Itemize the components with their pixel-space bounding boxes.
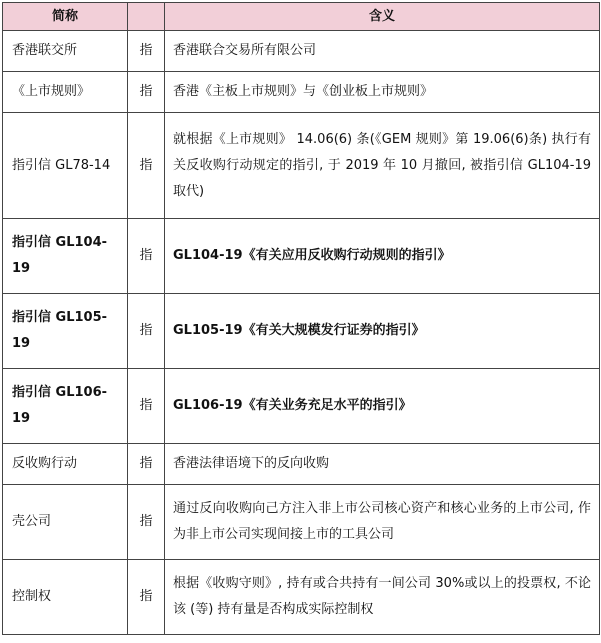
meaning-cell: 就根据《上市规则》 14.06(6) 条(《GEM 规则》第 19.06(6)条) 执行有关反收购行动规定的指引, 于 2019 年 10 月撤回, 被指引信 GL104-19 取代) — [165, 113, 600, 219]
header-meaning: 含义 — [165, 3, 600, 31]
table-row — [3, 113, 600, 219]
table-row — [3, 369, 600, 444]
table-row — [3, 72, 600, 113]
header-term: 简称 — [3, 3, 128, 31]
marker-cell: 指 — [128, 219, 165, 294]
marker-cell: 指 — [128, 369, 165, 444]
marker-cell: 指 — [128, 31, 165, 72]
meaning-cell: GL106-19《有关业务充足水平的指引》 — [165, 369, 600, 444]
marker-cell: 指 — [128, 294, 165, 369]
term-cell: 控制权 — [3, 560, 128, 635]
header-marker — [128, 3, 165, 31]
meaning-cell: 香港《主板上市规则》与《创业板上市规则》 — [165, 72, 600, 113]
table-row — [3, 560, 600, 635]
table-row — [3, 31, 600, 72]
table-row — [3, 444, 600, 485]
definitions-table — [2, 2, 600, 635]
meaning-cell: 香港法律语境下的反向收购 — [165, 444, 600, 485]
meaning-cell: 通过反向收购向己方注入非上市公司核心资产和核心业务的上市公司, 作为非上市公司实现间接上市的工具公司 — [165, 485, 600, 560]
term-cell: 《上市规则》 — [3, 72, 128, 113]
term-cell: 香港联交所 — [3, 31, 128, 72]
marker-cell: 指 — [128, 485, 165, 560]
term-cell: 反收购行动 — [3, 444, 128, 485]
term-cell: 指引信 GL105-19 — [3, 294, 128, 369]
marker-cell: 指 — [128, 113, 165, 219]
marker-cell: 指 — [128, 444, 165, 485]
meaning-cell: 根据《收购守则》, 持有或合共持有一间公司 30%或以上的投票权, 不论该 (等) 持有量是否构成实际控制权 — [165, 560, 600, 635]
marker-cell: 指 — [128, 72, 165, 113]
meaning-cell: 香港联合交易所有限公司 — [165, 31, 600, 72]
table-row — [3, 219, 600, 294]
term-cell: 指引信 GL106-19 — [3, 369, 128, 444]
term-cell: 指引信 GL78-14 — [3, 113, 128, 219]
meaning-cell: GL104-19《有关应用反收购行动规则的指引》 — [165, 219, 600, 294]
term-cell: 指引信 GL104-19 — [3, 219, 128, 294]
table-row — [3, 485, 600, 560]
meaning-cell: GL105-19《有关大规模发行证券的指引》 — [165, 294, 600, 369]
term-cell: 壳公司 — [3, 485, 128, 560]
marker-cell: 指 — [128, 560, 165, 635]
table-header-row — [3, 3, 600, 31]
table-row — [3, 294, 600, 369]
